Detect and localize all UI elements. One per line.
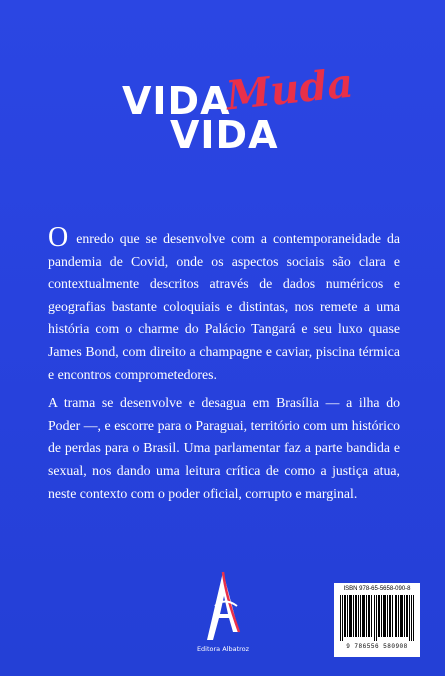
barcode [334,583,420,657]
drop-cap: O [48,222,69,253]
publisher-name: Editora Albatroz [196,645,250,653]
title-word-vida-bottom: VIDA [170,113,279,157]
barcode-digits: 9 786556 580908 [346,643,408,650]
synopsis-paragraph-1 [48,222,400,386]
synopsis [48,222,400,511]
synopsis-paragraph-2: A trama se desenvolve e desagua em Brasília — a ilha do Poder —, e escorre para o Paraguai, território com um histórico de perdas para o Brasil. Uma parlamentar faz a parte bandida e sexual, nos dando uma leitura crítica de como a justiça atua, neste contexto com o poder oficial, corrupto e marginal. [48,395,400,501]
synopsis-paragraph-1-text: enredo que se desenvolve com a contemporaneidade da pandemia de Covid, onde os aspectos sociais são clara e contextualmente descritos através de dados numéricos e geografias bastante coloquiais e distintas, nos remete a uma história com o charme do Palácio Tangará e seu luxo quase James Bond, com direito a champagne e caviar, piscina térmica e encontros comprometedores. [48,231,400,382]
title-script-muda: Muda [223,59,356,120]
title-word-vida-top: VIDA [122,79,231,123]
barcode-bars [340,595,414,641]
isbn-label: ISBN 978-65-5658-090-8 [343,586,411,592]
albatroz-a-logo-icon [195,570,251,650]
book-title [0,59,445,160]
